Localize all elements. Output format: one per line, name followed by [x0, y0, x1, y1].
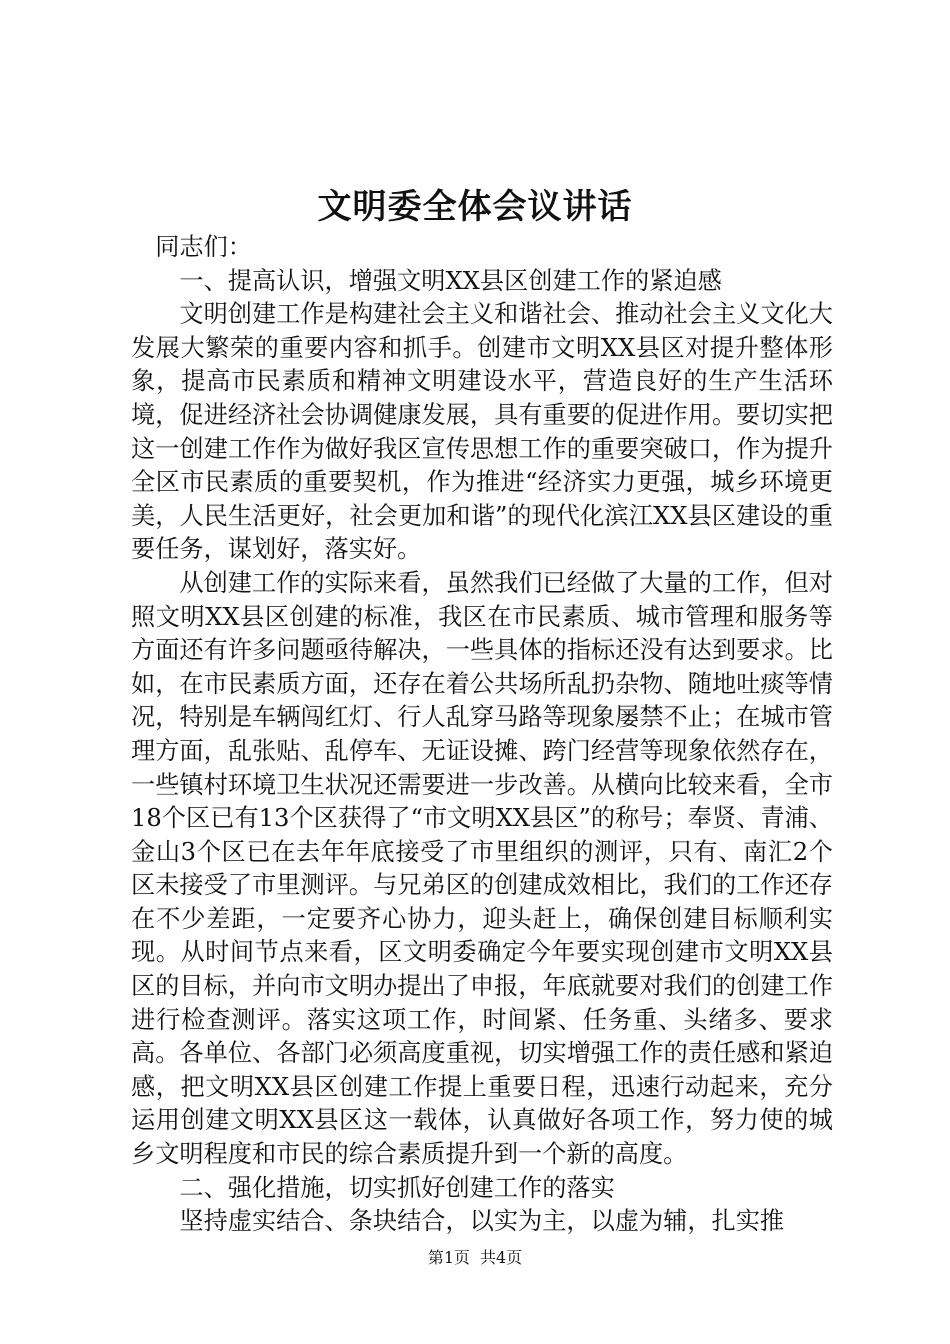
document-title: 文明委全体会议讲话	[317, 187, 633, 227]
paragraph-2: 从创建工作的实际来看，虽然我们已经做了大量的工作，但对照文明XX县区创建的标准，我区在市民素质、城市管理和服务等方面还有许多问题亟待解决，一些具体的指标还没有达到要求。比如，在市民素质方面，还存在着公共场所乱扔杂物、随地吐痰等情况，特别是车辆闯红灯、行人乱穿马路等现象屡禁不止；在城市管理方面，乱张贴、乱停车、无证设摊、跨门经营等现象依然存在，一些镇村环境卫生状况还需要进一步改善。从横向比较来看，全市18个区已有13个区获得了“市文明XX县区”的称号；奉贤、青浦、金山3个区已在去年年底接受了市里组织的测评，只有、南汇2个区未接受了市里测评。与兄弟区的创建成效相比，我们的工作还存在不少差距，一定要齐心协力，迎头赶上，确保创建目标顺利实现。从时间节点来看，区文明委确定今年要实现创建市文明XX县区的目标，并向市文明办提出了申报，年底就要对我们的创建工作进行检查测评。落实这项工作，时间紧、任务重、头绪多、要求高。各单位、各部门必须高度重视，切实增强工作的责任感和紧迫感，把文明XX县区创建工作提上重要日程，迅速行动起来，充分运用创建文明XX县区这一载体，认真做好各项工作，努力使的城乡文明程度和市民的综合素质提升到一个新的高度。	[131, 568, 833, 1169]
document-body	[131, 231, 833, 1239]
page-number-current: 第1页	[427, 1248, 470, 1267]
section-heading-2: 二、强化措施，切实抓好创建工作的落实	[179, 1173, 615, 1202]
salutation: 同志们：	[155, 233, 252, 261]
paragraph-1: 文明创建工作是构建社会主义和谐社会、推动社会主义文化大发展大繁荣的重要内容和抓手。创建市文明XX县区对提升整体形象，提高市民素质和精神文明建设水平，营造良好的生产生活环境，促进经济社会协调健康发展，具有重要的促进作用。要切实把这一创建工作作为做好我区宣传思想工作的重要突破口，作为提升全区市民素质的重要契机，作为推进“经济实力更强，城乡环境更美，人民生活更好，社会更加和谐”的现代化滨江XX县区建设的重要任务，谋划好，落实好。	[131, 300, 833, 564]
section-heading-1: 一、提高认识，增强文明XX县区创建工作的紧迫感	[179, 266, 722, 295]
page-footer	[0, 1246, 950, 1270]
page-number-total: 共4页	[480, 1248, 523, 1267]
paragraph-3: 坚持虚实结合、条块结合，以实为主，以虚为辅，扎实推	[179, 1207, 785, 1236]
